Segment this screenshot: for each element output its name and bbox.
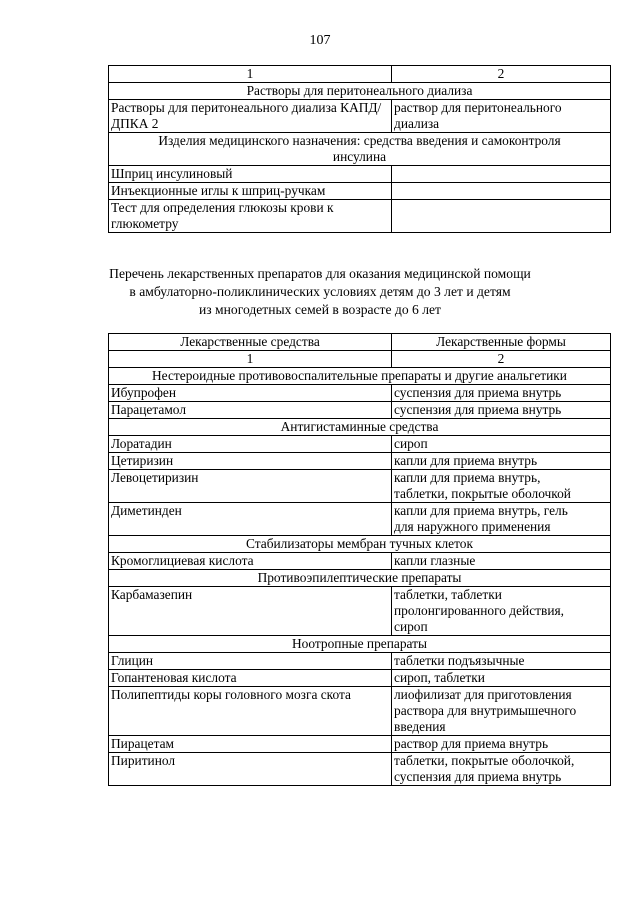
table-header-row: [109, 334, 611, 351]
item-name: Инъекционные иглы к шприц-ручкам: [109, 183, 392, 200]
drug-form: капли для приема внутрь: [392, 453, 611, 470]
drug-name: Цетиризин: [109, 453, 392, 470]
group-row: [109, 419, 611, 436]
table-row: [109, 736, 611, 753]
table-row: [109, 670, 611, 687]
drug-name: Диметинден: [109, 503, 392, 536]
table-number-row: [109, 351, 611, 368]
item-name: Растворы для перитонеального диализа КАПД/ДПКА 2: [109, 100, 392, 133]
table-header-row: [109, 66, 611, 83]
table-row: [109, 503, 611, 536]
table-row: [109, 402, 611, 419]
item-form: [392, 200, 611, 233]
drug-name: Кромоглициевая кислота: [109, 553, 392, 570]
drug-form: таблетки подъязычные: [392, 653, 611, 670]
drug-form: [392, 587, 611, 636]
item-name: Тест для определения глюкозы крови к глюкометру: [109, 200, 392, 233]
table-row: [109, 653, 611, 670]
table-row: [109, 753, 611, 786]
section-title: Изделия медицинского назначения: средства введения и самоконтроля инсулина: [109, 133, 611, 166]
group-title: Противоэпилептические препараты: [109, 570, 611, 587]
drug-form: капли глазные: [392, 553, 611, 570]
column-number-2: 2: [392, 66, 611, 83]
table-row: [109, 553, 611, 570]
section-row: [109, 133, 611, 166]
group-row: [109, 636, 611, 653]
table-row: [109, 687, 611, 736]
drug-name: Пиритинол: [109, 753, 392, 786]
drug-name: Ибупрофен: [109, 385, 392, 402]
drug-form-line: таблетки, покрытые оболочкой: [394, 486, 571, 501]
page-number: 107: [309, 33, 331, 48]
drug-table-body: [109, 368, 611, 786]
table-row: [109, 183, 611, 200]
drug-name: Парацетамол: [109, 402, 392, 419]
column-number-2: 2: [392, 351, 611, 368]
list-caption: [100, 265, 540, 319]
drug-form: суспензия для приема внутрь: [392, 402, 611, 419]
drug-form: сироп, таблетки: [392, 670, 611, 687]
group-row: [109, 536, 611, 553]
drug-form-line: таблетки, таблетки: [394, 587, 502, 602]
section-row: [109, 83, 611, 100]
drug-form: [392, 687, 611, 736]
drug-name: Пирацетам: [109, 736, 392, 753]
drug-name: Полипептиды коры головного мозга скота: [109, 687, 392, 736]
item-form: раствор для перитонеального диализа: [392, 100, 611, 133]
drug-name: Лоратадин: [109, 436, 392, 453]
drug-form: [392, 753, 611, 786]
column-number-1: 1: [109, 66, 392, 83]
group-title: Стабилизаторы мембран тучных клеток: [109, 536, 611, 553]
group-row: [109, 570, 611, 587]
drug-table: [108, 333, 611, 786]
drug-form-line: пролонгированного действия,: [394, 603, 565, 618]
column-header-drugs: Лекарственные средства: [109, 334, 392, 351]
drug-form-line: суспензия для приема внутрь: [394, 769, 562, 784]
group-row: [109, 368, 611, 385]
column-number-1: 1: [109, 351, 392, 368]
drug-name: Левоцетиризин: [109, 470, 392, 503]
group-title: Антигистаминные средства: [109, 419, 611, 436]
drug-form-line: таблетки, покрытые оболочкой,: [394, 753, 575, 768]
drug-form: [392, 503, 611, 536]
drug-name: Гопантеновая кислота: [109, 670, 392, 687]
table-row: [109, 436, 611, 453]
drug-form-line: сироп: [394, 619, 428, 634]
caption-line: в амбулаторно-поликлинических условиях детям до 3 лет и детям: [129, 284, 511, 299]
caption-line: Перечень лекарственных препаратов для оказания медицинской помощи: [109, 266, 531, 281]
table-row: [109, 100, 611, 133]
item-form: [392, 183, 611, 200]
item-name: Шприц инсулиновый: [109, 166, 392, 183]
table-row: [109, 200, 611, 233]
drug-form-line: для наружного применения: [394, 519, 551, 534]
drug-form-line: капли для приема внутрь, гель: [394, 503, 568, 518]
drug-name: Глицин: [109, 653, 392, 670]
drug-form: сироп: [392, 436, 611, 453]
drug-form-line: лиофилизат для приготовления: [394, 687, 572, 702]
drug-form: суспензия для приема внутрь: [392, 385, 611, 402]
group-title: Нестероидные противовоспалительные препараты и другие анальгетики: [109, 368, 611, 385]
table-row: [109, 166, 611, 183]
table-row: [109, 470, 611, 503]
drug-form: раствор для приема внутрь: [392, 736, 611, 753]
drug-form: [392, 470, 611, 503]
drug-form-line: капли для приема внутрь,: [394, 470, 541, 485]
column-header-forms: Лекарственные формы: [392, 334, 611, 351]
drug-name: Карбамазепин: [109, 587, 392, 636]
dialysis-table: [108, 65, 611, 233]
drug-form-line: раствора для внутримышечного: [394, 703, 577, 718]
group-title: Ноотропные препараты: [109, 636, 611, 653]
caption-line: из многодетных семей в возрасте до 6 лет: [198, 302, 441, 317]
section-title: Растворы для перитонеального диализа: [109, 83, 611, 100]
table-row: [109, 385, 611, 402]
table-row: [109, 453, 611, 470]
drug-form-line: введения: [394, 719, 446, 734]
item-form: [392, 166, 611, 183]
table-row: [109, 587, 611, 636]
